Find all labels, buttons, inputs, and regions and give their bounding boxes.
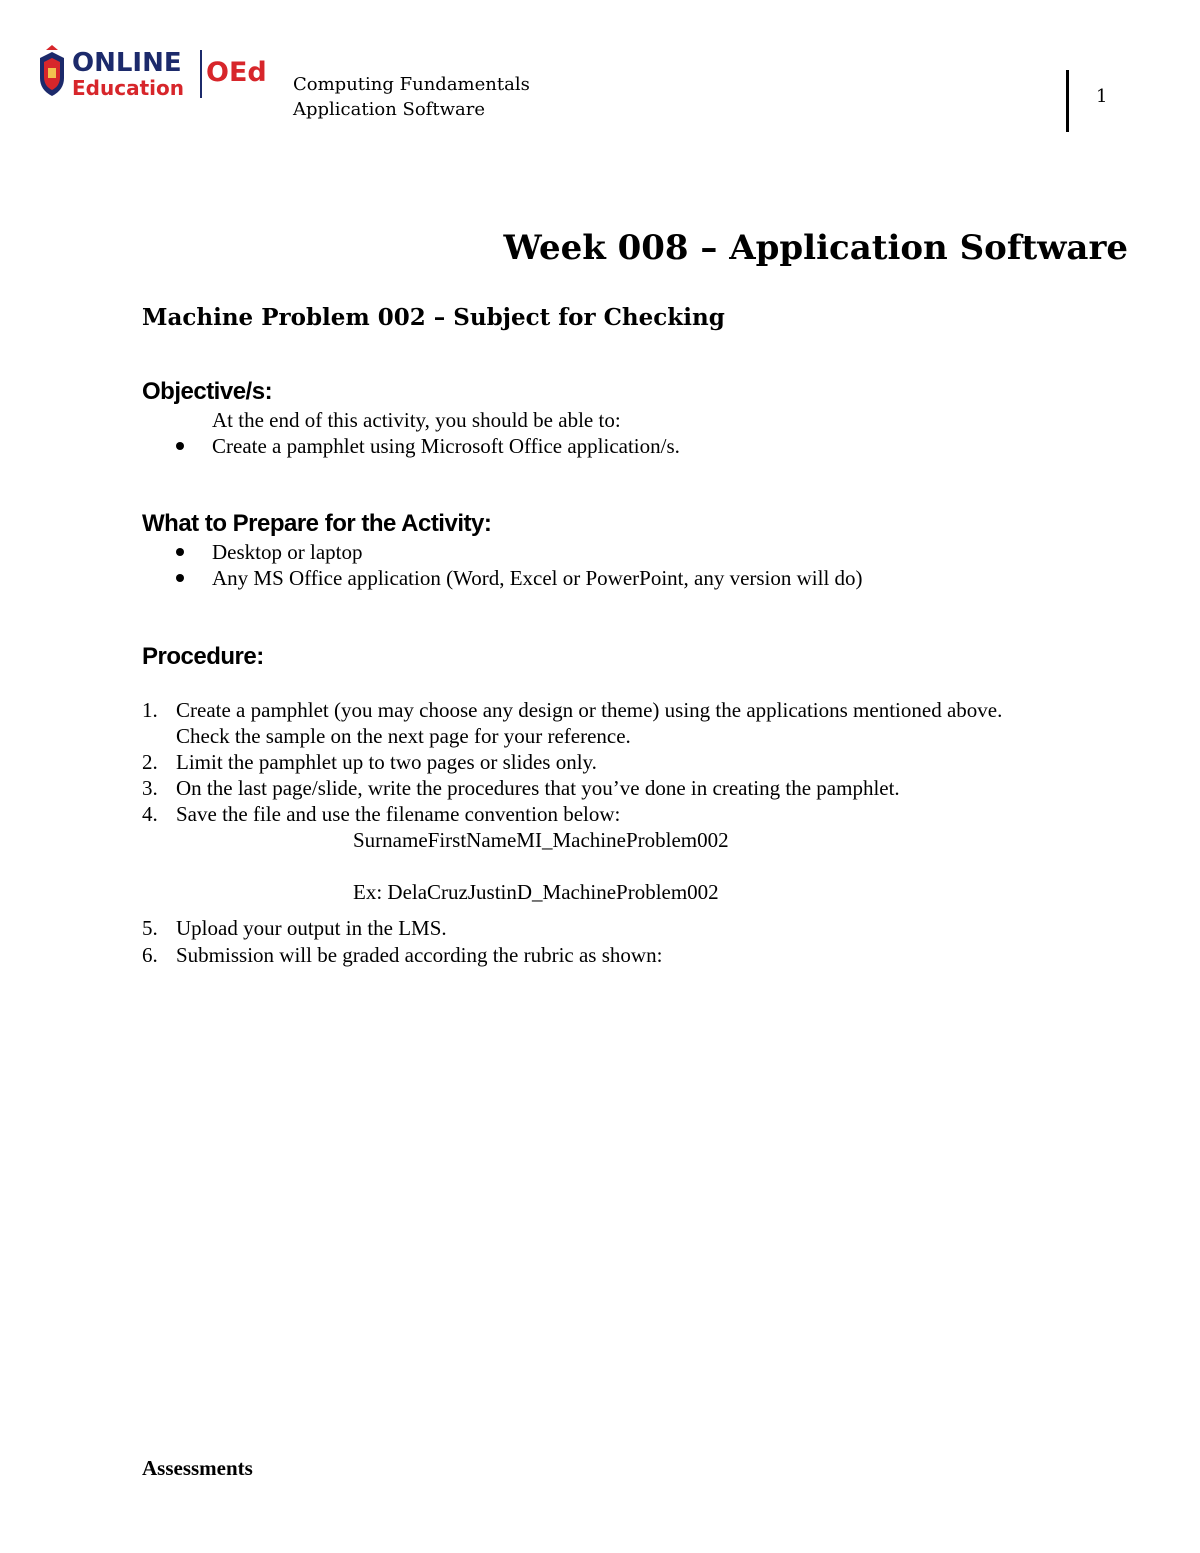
page-title: Week 008 – Application Software — [503, 228, 1128, 268]
step-text: Submission will be graded according the rubric as shown: — [176, 943, 663, 967]
filename-convention: SurnameFirstNameMI_MachineProblem002 — [353, 828, 729, 852]
online-education-logo — [38, 44, 278, 102]
page-number: 1 — [1096, 86, 1108, 107]
step-text: Limit the pamphlet up to two pages or slides only. — [176, 750, 597, 774]
prepare-heading: What to Prepare for the Activity: — [142, 510, 492, 537]
step-number: 2. — [142, 750, 158, 774]
procedure-heading: Procedure: — [142, 643, 264, 670]
step-text: Create a pamphlet (you may choose any design or theme) using the applications mentioned above. — [176, 698, 1003, 722]
page-header — [293, 72, 530, 122]
logo-education-text: Education — [72, 76, 184, 100]
shield-crest-icon — [40, 45, 64, 96]
step-number: 6. — [142, 943, 158, 967]
objectives-heading: Objective/s: — [142, 378, 273, 405]
logo-online-text: ONLINE — [72, 48, 182, 78]
header-divider — [1066, 70, 1069, 132]
machine-problem-title: Machine Problem 002 – Subject for Checking — [142, 304, 725, 331]
step-text: Upload your output in the LMS. — [176, 916, 447, 940]
step-number: 4. — [142, 802, 158, 826]
step-text: Save the file and use the filename convention below: — [176, 802, 621, 826]
objectives-intro: At the end of this activity, you should be able to: — [212, 408, 621, 432]
step-number: 5. — [142, 916, 158, 940]
prepare-item: Desktop or laptop — [212, 540, 363, 564]
filename-example: Ex: DelaCruzJustinD_MachineProblem002 — [353, 880, 719, 904]
bullet-icon — [176, 574, 184, 582]
step-number: 1. — [142, 698, 158, 722]
objective-item: Create a pamphlet using Microsoft Office application/s. — [212, 434, 680, 458]
header-topic: Application Software — [293, 99, 485, 120]
step-text: Check the sample on the next page for your reference. — [176, 724, 631, 748]
bullet-icon — [176, 548, 184, 556]
header-course: Computing Fundamentals — [293, 74, 530, 95]
prepare-item: Any MS Office application (Word, Excel or PowerPoint, any version will do) — [212, 566, 863, 590]
logo-oed-text: OEd — [206, 57, 267, 88]
step-number: 3. — [142, 776, 158, 800]
bullet-icon — [176, 442, 184, 450]
assessments-heading: Assessments — [142, 1456, 253, 1480]
step-text: On the last page/slide, write the procedures that you’ve done in creating the pamphlet. — [176, 776, 900, 800]
